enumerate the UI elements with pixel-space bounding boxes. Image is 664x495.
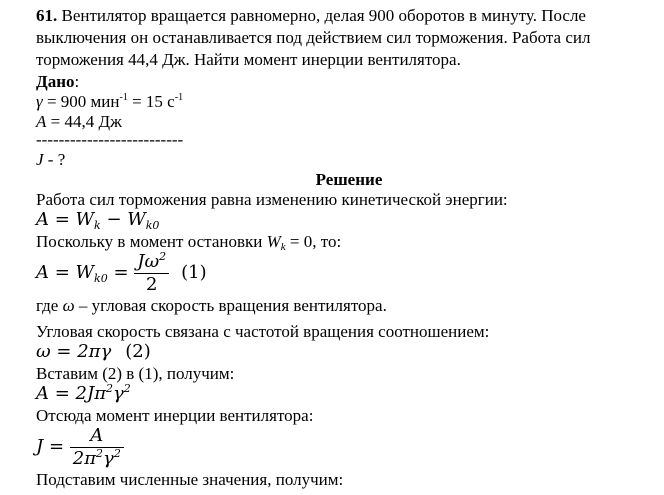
- given-work: A = 44,4 Дж: [36, 112, 122, 131]
- solution-text-4: Угловая скорость связана с частотой вращения соотношением:: [36, 322, 490, 341]
- solution-text-2: Поскольку в момент остановки $W_k = 0$, то:: [36, 232, 342, 253]
- solution-text-5: Вставим (2) в (1), получим:: [36, 364, 235, 383]
- find-line: J - ?: [36, 150, 66, 169]
- solution-heading: Решение: [315, 170, 383, 189]
- equation-1: $A = W_k - W_{k0}$: [36, 209, 160, 232]
- equation-4: $A = 2J\pi^2\gamma^2$: [36, 382, 131, 404]
- problem-line-3: торможения 44,4 Дж. Найти момент инерции вентилятора.: [36, 50, 461, 69]
- equation-2: $A = W_{k0}$ = $\frac{J\omega^2}{2}$ (1): [36, 249, 207, 295]
- problem-number: 61.: [36, 6, 58, 25]
- problem-line-1: [36, 6, 586, 26]
- solution-text-6: Отсюда момент инерции вентилятора:: [36, 406, 314, 425]
- equation-3: ω = 2πγ (2): [36, 341, 151, 362]
- problem-line-2: выключения он останавливается под действием сил торможения. Работа сил: [36, 28, 591, 47]
- fraction-inertia: $\frac{A}{2\pi^2\gamma^2}$: [70, 425, 124, 470]
- given-divider: --------------------------: [36, 130, 184, 149]
- given-title: Дано:: [36, 72, 80, 91]
- equation-5: J = $\frac{A}{2\pi^2\gamma^2}$: [36, 424, 124, 470]
- solution-text-1: Работа сил торможения равна изменению кинетической энергии:: [36, 190, 508, 209]
- solution-text-3: где ω – угловая скорость вращения вентилятора.: [36, 296, 387, 315]
- problem-text-1: Вентилятор вращается равномерно, делая 900 оборотов в минуту. После: [61, 6, 586, 25]
- solution-text-7: Подставим численные значения, получим:: [36, 470, 344, 489]
- fraction-kinetic-energy: $\frac{J\omega^2}{2}$: [134, 251, 169, 296]
- given-gamma: γ = 900 мин$^{-1}$ = 15 $с^{-1}$: [36, 92, 184, 111]
